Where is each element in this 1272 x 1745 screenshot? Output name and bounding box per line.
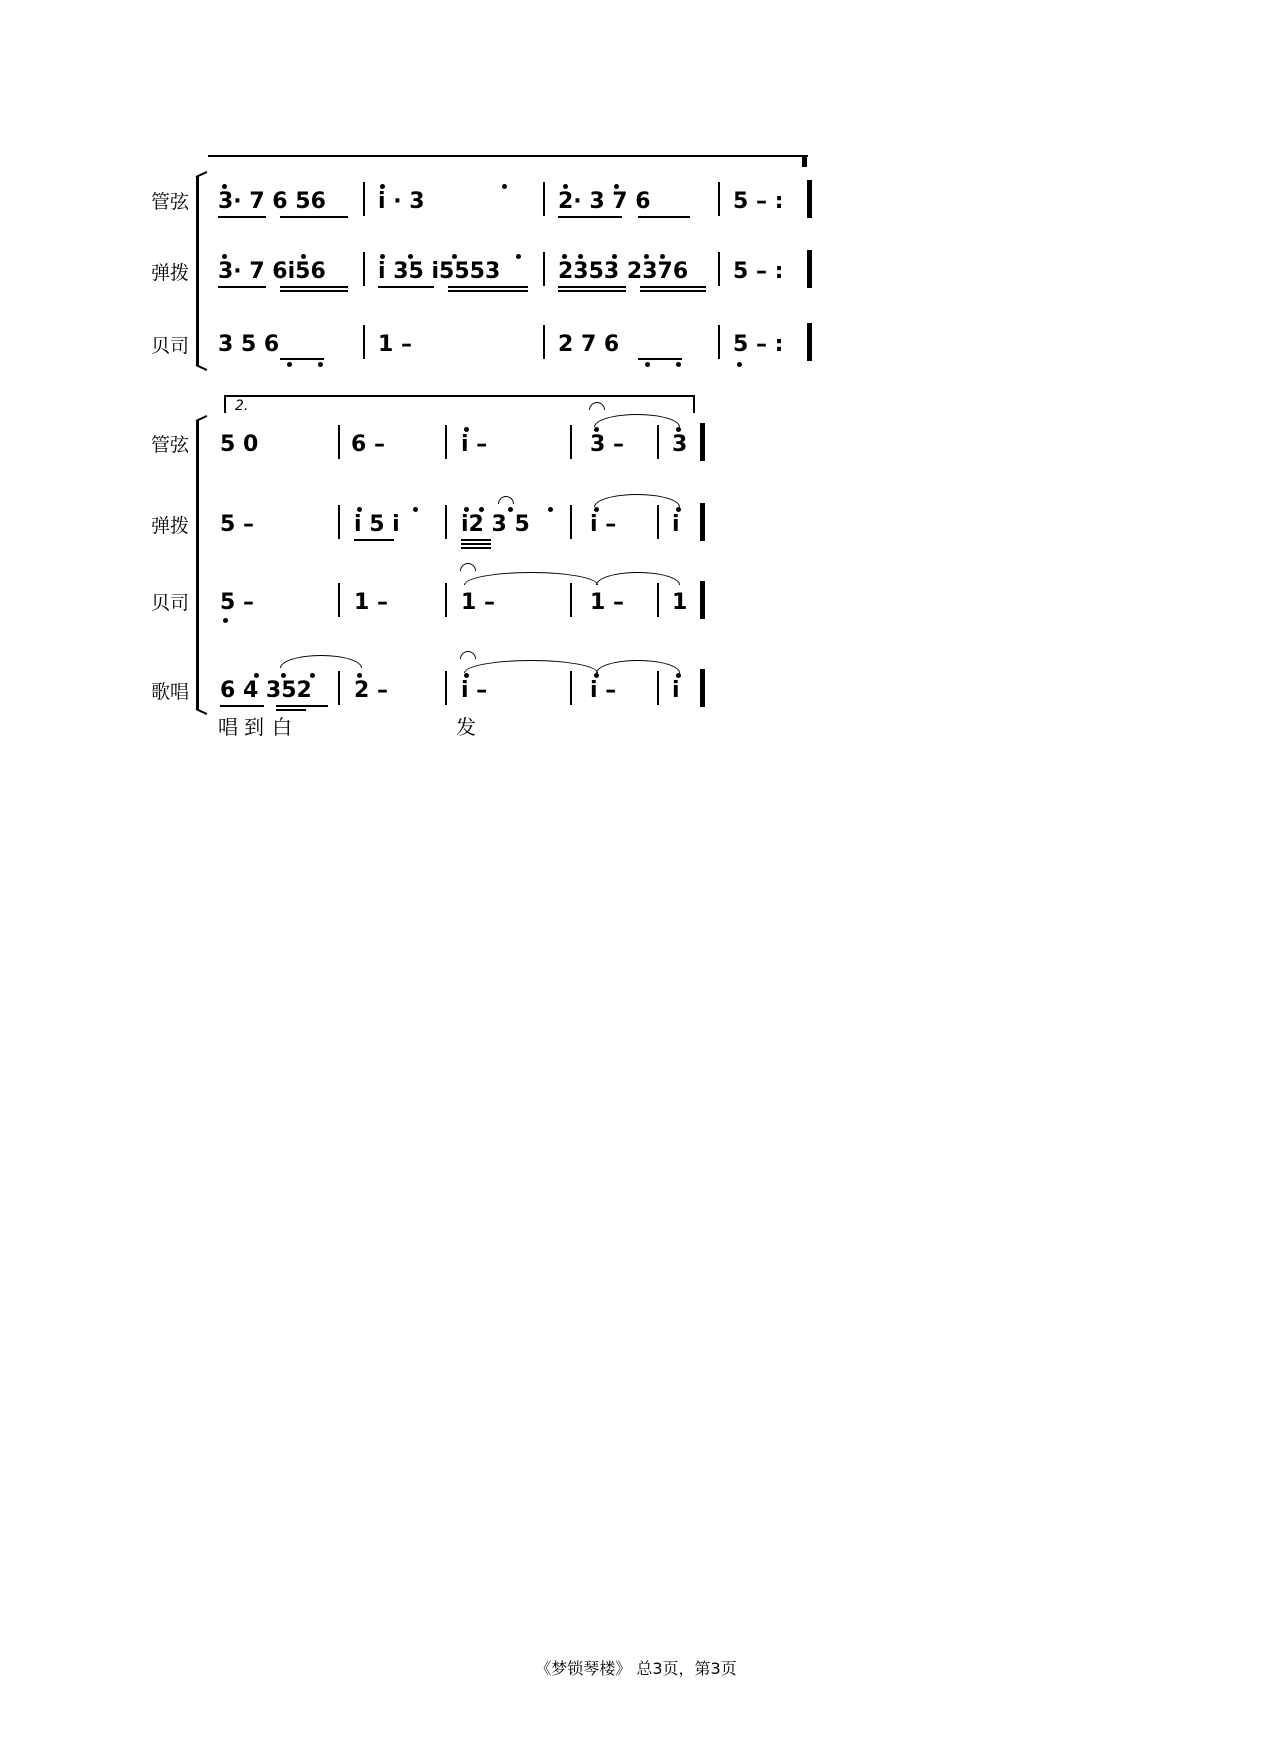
octave-dot [676,673,681,678]
final-barline [807,250,812,288]
measure: 5 0 [220,432,259,457]
octave-dot [676,427,681,432]
octave-dot [464,427,469,432]
measure: 5 – : [733,332,784,357]
measure: 1 – [378,332,412,357]
beam [640,286,706,288]
final-barline [700,581,705,619]
measure: 1 – [354,590,388,615]
measure: i 5 i [354,512,400,537]
measure: 2 7 6 [558,332,620,357]
measure: 3 5 6 [218,332,280,357]
barline [543,182,545,216]
octave-dot [281,673,286,678]
beam [558,286,626,288]
octave-dot [563,184,568,189]
measure: i – [590,512,617,537]
octave-dot [676,362,681,367]
volta-right-hook [693,395,695,413]
barline [445,425,447,459]
slur [280,655,362,668]
octave-dot [464,673,469,678]
system1-brace [196,176,199,366]
beam [220,705,264,707]
beam [448,286,528,288]
barline [445,583,447,617]
beam [640,290,706,292]
beam [638,216,690,218]
octave-dot [614,184,619,189]
octave-dot [222,254,227,259]
measure: i · 3 [378,189,425,214]
measure: 5 – : [733,259,784,284]
measure: i [672,512,680,537]
measure: i [672,678,680,703]
barline [363,182,365,216]
beam [461,547,491,549]
beam [558,290,626,292]
lyric-syllable: 唱 [218,715,238,739]
octave-dot [578,254,583,259]
measure: 2 – [354,678,388,703]
octave-dot [223,618,228,623]
measure: i 35 i5553 [378,259,501,284]
barline [543,325,545,359]
barline [338,671,340,705]
part-label-beisi: 贝司 [151,335,190,357]
final-barline [807,180,812,218]
tie [464,572,598,585]
barline [445,671,447,705]
octave-dot [644,254,649,259]
beam [448,290,528,292]
octave-dot [464,507,469,512]
beam [280,358,324,360]
octave-dot [645,362,650,367]
volta-line [224,395,694,397]
measure: 6 – [351,432,385,457]
final-barline [700,669,705,707]
octave-dot [357,673,362,678]
beam [276,709,306,711]
octave-dot [594,507,599,512]
barline [570,425,572,459]
octave-dot [594,427,599,432]
final-barline [807,323,812,361]
octave-dot [612,254,617,259]
measure: 3 [672,432,688,457]
measure: 1 – [461,590,495,615]
octave-dot [452,254,457,259]
barline [718,325,720,359]
barline [570,505,572,539]
beam [638,358,682,360]
beam [218,286,266,288]
volta-number: 2. [235,398,249,414]
measure: 3· 7 6 56 [218,189,326,214]
barline [338,505,340,539]
tie [464,660,598,673]
tie [596,660,680,673]
fermata-icon [498,496,514,504]
octave-dot [222,184,227,189]
barline [657,505,659,539]
barline [657,583,659,617]
measure: i – [590,678,617,703]
octave-dot [660,254,665,259]
lyric-syllable: 到 [244,715,264,739]
page-footer: 《梦锁琴楼》 总3页，第3页 [535,1659,737,1678]
barline [363,252,365,286]
barline [657,425,659,459]
octave-dot [479,507,484,512]
barline [543,252,545,286]
barline [657,671,659,705]
part-label-tanbo: 弹拨 [151,515,190,537]
beam [218,216,266,218]
volta-left-hook [224,395,226,413]
part-label-guanxian: 管弦 [151,191,190,213]
octave-dot [357,507,362,512]
octave-dot [413,507,418,512]
barline [718,182,720,216]
tie [594,414,680,427]
part-label-tanbo: 弹拨 [151,262,190,284]
fermata-icon [589,402,605,410]
measure: 5 – : [733,189,784,214]
measure: 3· 7 6i56 [218,259,326,284]
octave-dot [310,673,315,678]
beam [280,290,348,292]
measure: 2353 2376 [558,259,689,284]
barline [570,671,572,705]
octave-dot [676,507,681,512]
beam [558,216,622,218]
fermata-icon [460,651,476,659]
measure: 5 – [220,590,254,615]
part-label-guanxian: 管弦 [151,434,190,456]
measure: 6 4 352 [220,678,312,703]
final-barline [700,423,705,461]
octave-dot [254,673,259,678]
lyric-syllable: 发 [456,715,476,739]
octave-dot [516,254,521,259]
beam [354,539,394,541]
octave-dot [380,254,385,259]
octave-dot [548,507,553,512]
octave-dot [301,254,306,259]
octave-dot [502,184,507,189]
beam [280,216,348,218]
octave-dot [287,362,292,367]
system1-top-rule [208,155,808,157]
barline [445,505,447,539]
part-label-beisi: 贝司 [151,592,190,614]
octave-dot [594,673,599,678]
octave-dot [737,362,742,367]
octave-dot [408,254,413,259]
beam [378,286,434,288]
barline [363,325,365,359]
beam [461,543,491,545]
system2-brace [196,420,199,710]
final-barline [700,503,705,541]
measure: 1 [672,590,688,615]
barline [338,425,340,459]
beam [280,286,348,288]
part-label-gechang: 歌唱 [151,681,190,703]
measure: i – [461,678,488,703]
octave-dot [318,362,323,367]
measure: 3 – [590,432,624,457]
measure: i2 3 5 [461,512,530,537]
octave-dot [380,184,385,189]
beam [276,705,328,707]
octave-dot [562,254,567,259]
system1-top-rule-end [802,155,807,167]
barline [570,583,572,617]
measure: 2· 3 7 6 [558,189,651,214]
measure: i – [461,432,488,457]
barline [338,583,340,617]
beam [461,539,491,541]
lyric-syllable: 白 [272,715,292,739]
tie [596,572,680,585]
fermata-icon [460,563,476,571]
measure: 5 – [220,512,254,537]
barline [718,252,720,286]
octave-dot [508,507,513,512]
tie [594,494,680,507]
measure: 1 – [590,590,624,615]
